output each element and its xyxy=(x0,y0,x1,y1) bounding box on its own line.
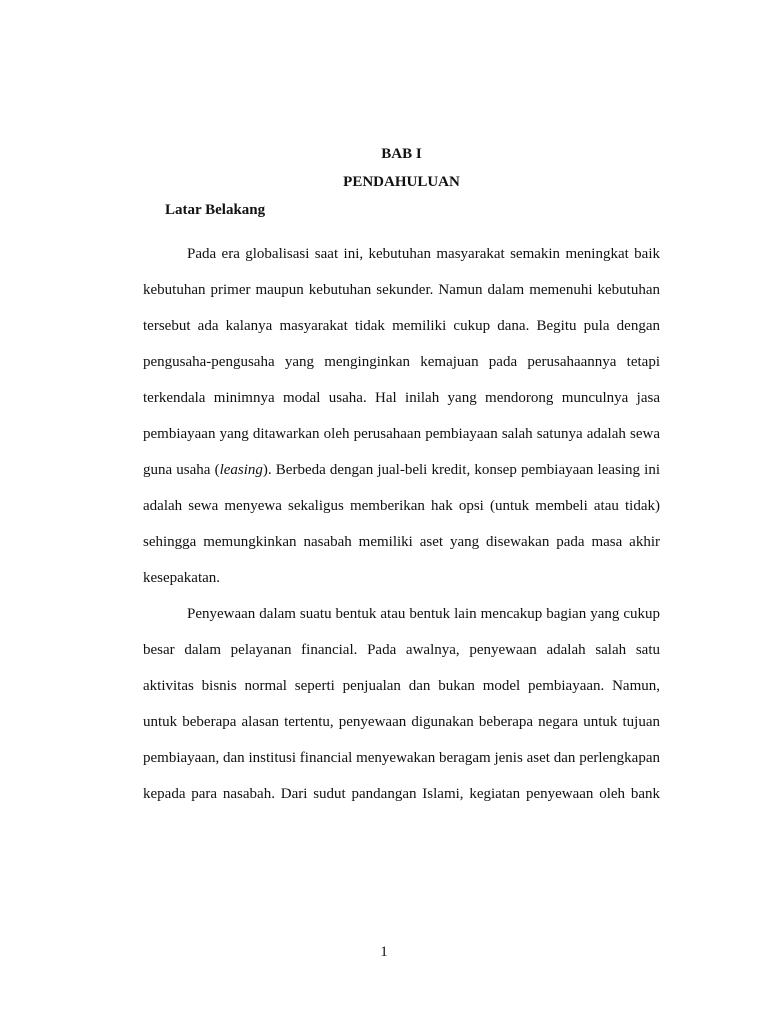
section-heading: Latar Belakang xyxy=(165,202,266,218)
paragraph-line: kesepakatan. xyxy=(143,570,221,586)
italic-term: leasing xyxy=(219,462,263,478)
body-text xyxy=(143,236,660,812)
paragraph-line: sehingga memungkinkan nasabah memiliki aset yang disewakan pada masa akhir xyxy=(143,534,660,550)
chapter-title: PENDAHULUAN xyxy=(343,174,460,190)
paragraph-line: terkendala minimnya modal usaha. Hal inilah yang mendorong munculnya jasa xyxy=(143,390,660,406)
paragraph-line: tersebut ada kalanya masyarakat tidak memiliki cukup dana. Begitu pula dengan xyxy=(143,318,660,334)
paragraph-2 xyxy=(143,596,660,812)
paragraph-line: adalah sewa menyewa sekaligus memberikan hak opsi (untuk membeli atau tidak) xyxy=(143,498,660,514)
page-number: 1 xyxy=(380,944,388,960)
line-text: guna usaha ( xyxy=(143,462,220,478)
paragraph-line: aktivitas bisnis normal seperti penjualan dan bukan model pembiayaan. Namun, xyxy=(143,678,660,694)
paragraph-line: pengusaha-pengusaha yang menginginkan kemajuan pada perusahaannya tetapi xyxy=(143,354,660,370)
line-text: ). Berbeda dengan jual-beli kredit, konsep pembiayaan leasing ini xyxy=(262,462,660,478)
paragraph-1 xyxy=(143,236,660,596)
paragraph-line: kebutuhan primer maupun kebutuhan sekunder. Namun dalam memenuhi kebutuhan xyxy=(143,282,660,298)
paragraph-line: kepada para nasabah. Dari sudut pandangan Islami, kegiatan penyewaan oleh bank xyxy=(143,786,660,802)
paragraph-line: pembiayaan yang ditawarkan oleh perusahaan pembiayaan salah satunya adalah sewa xyxy=(143,426,660,442)
chapter-number: BAB I xyxy=(381,146,422,162)
paragraph-line: pembiayaan, dan institusi financial menyewakan beragam jenis aset dan perlengkapan xyxy=(143,750,660,766)
paragraph-line: Penyewaan dalam suatu bentuk atau bentuk lain mencakup bagian yang cukup xyxy=(187,606,660,622)
paragraph-line: besar dalam pelayanan financial. Pada awalnya, penyewaan adalah salah satu xyxy=(143,642,660,658)
paragraph-line: untuk beberapa alasan tertentu, penyewaan digunakan beberapa negara untuk tujuan xyxy=(143,714,660,730)
paragraph-line: Pada era globalisasi saat ini, kebutuhan masyarakat semakin meningkat baik xyxy=(187,246,660,262)
paragraph-line xyxy=(143,452,660,488)
